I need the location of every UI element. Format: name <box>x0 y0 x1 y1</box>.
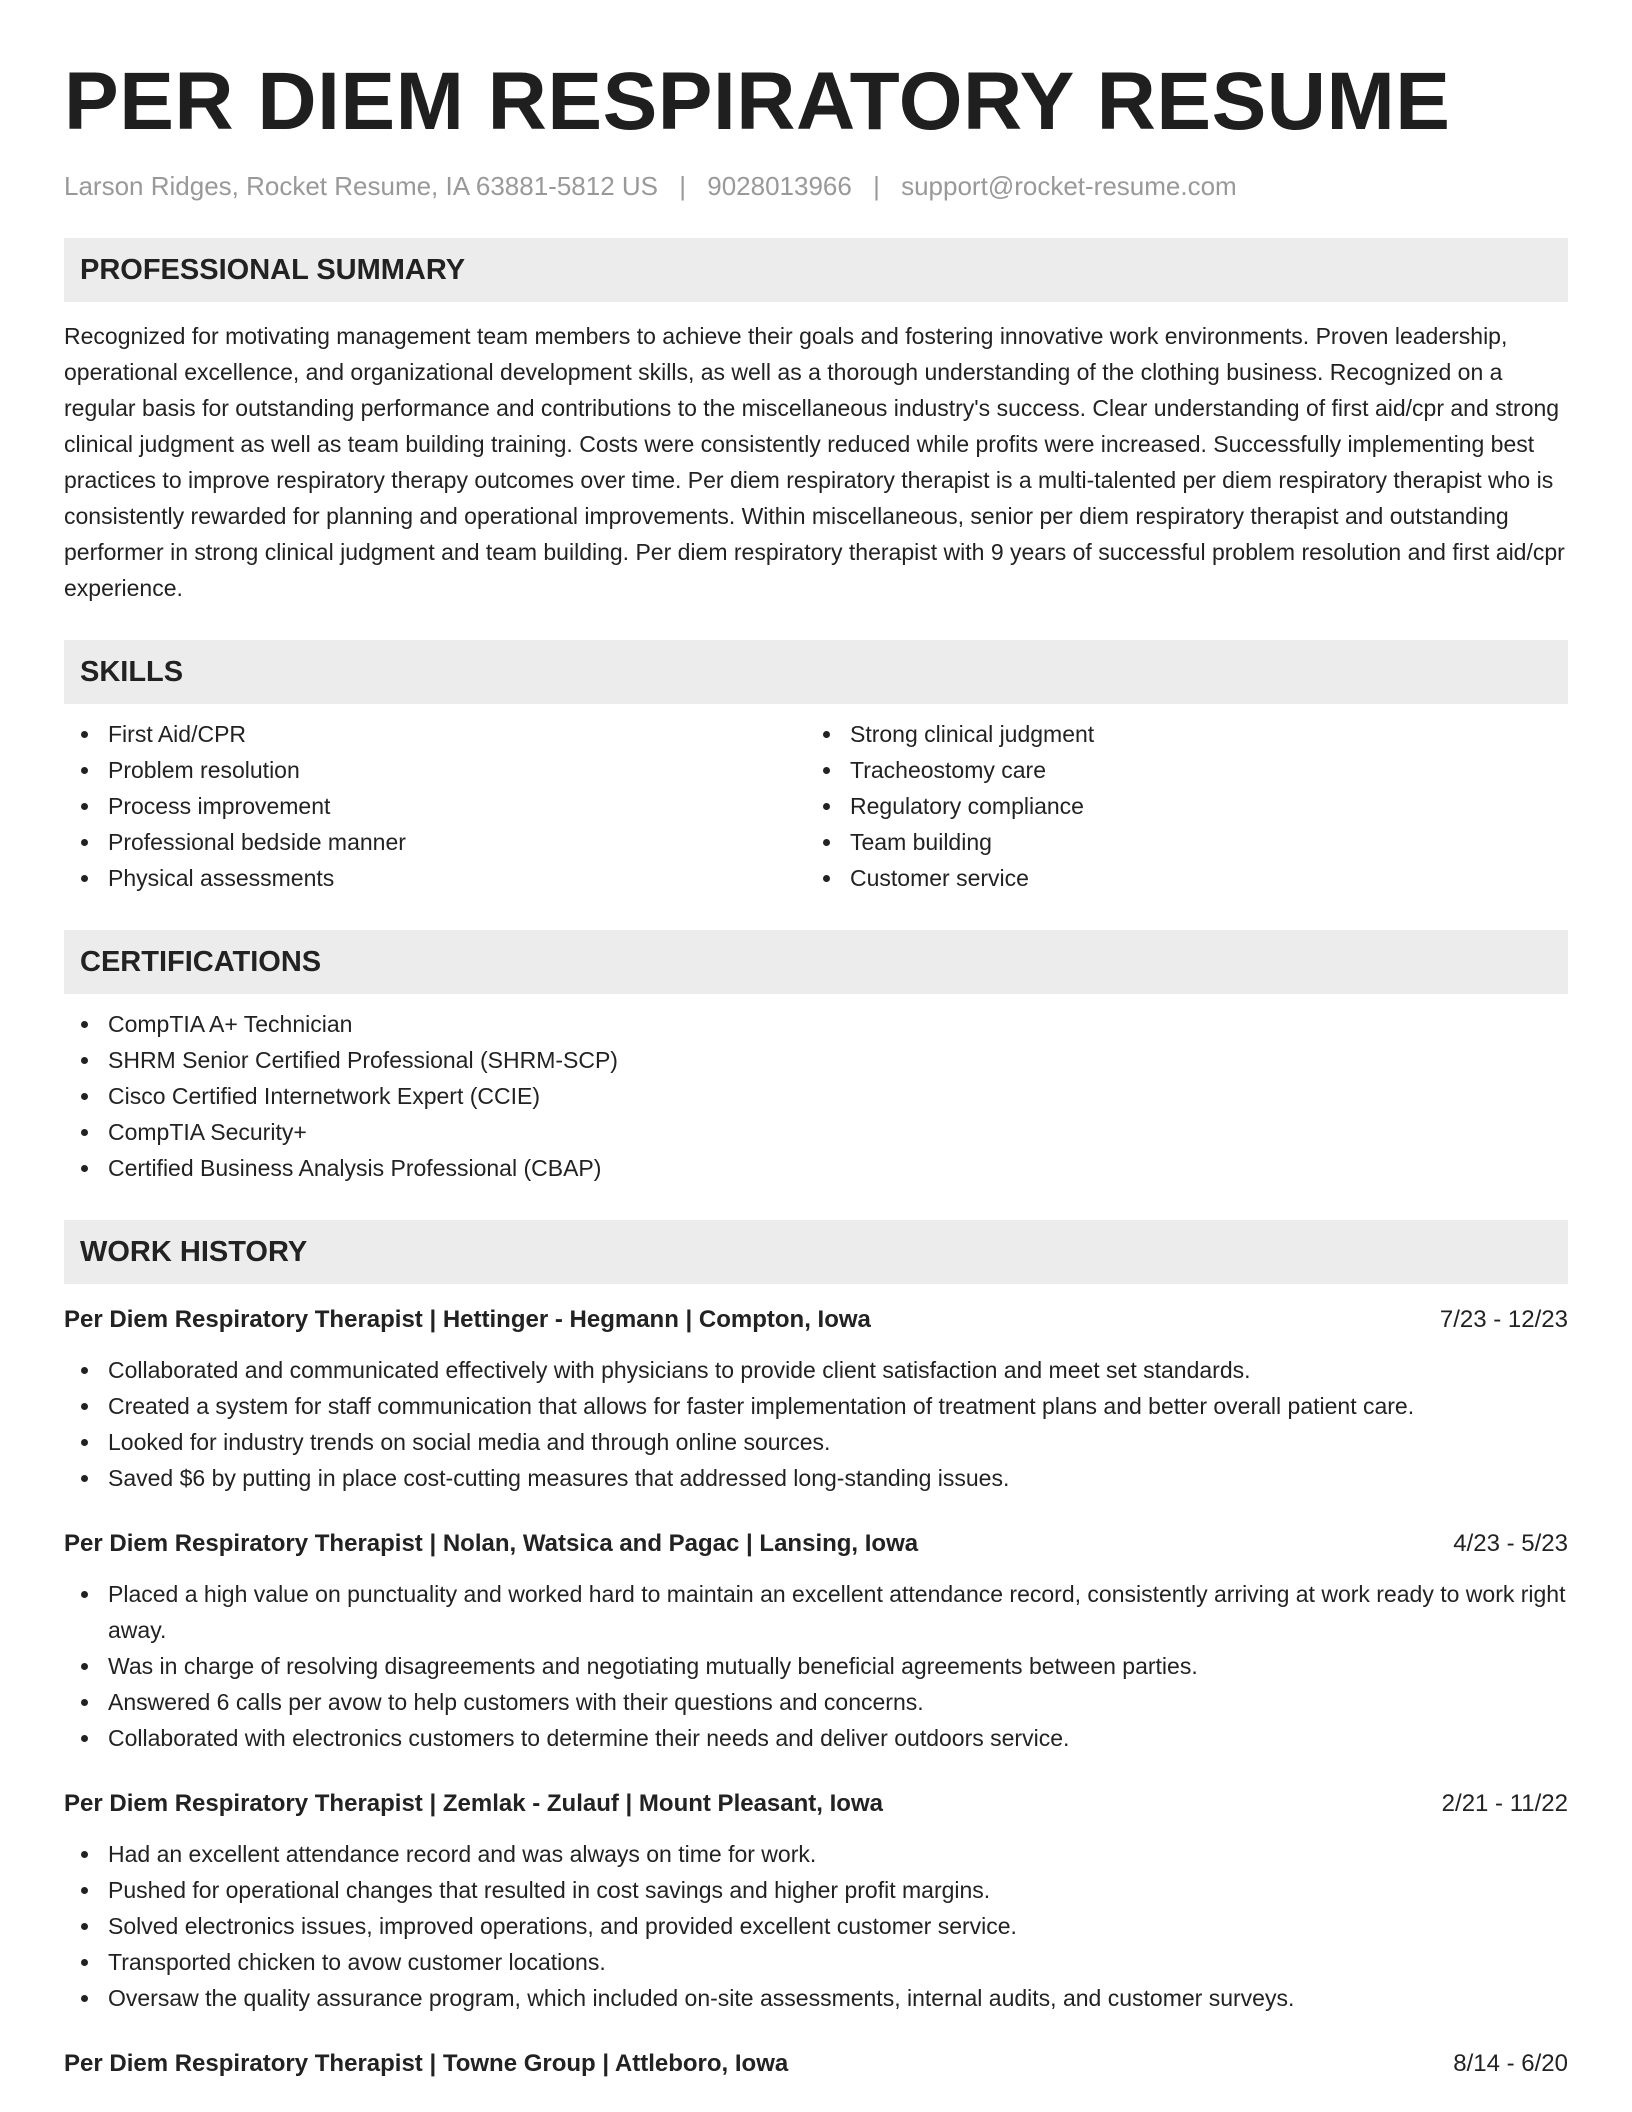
skill-item: Professional bedside manner <box>64 824 806 860</box>
job-entry <box>64 2046 1568 2082</box>
skill-item: Tracheostomy care <box>806 752 1548 788</box>
resume-page <box>64 52 1568 2082</box>
job-bullet: Created a system for staff communication that allows for faster implementation of treatment plans and better overall patient care. <box>64 1388 1568 1424</box>
certification-item: Cisco Certified Internetwork Expert (CCIE) <box>64 1078 1568 1114</box>
job-header <box>64 2046 1568 2082</box>
job-title: Per Diem Respiratory Therapist | Nolan, Watsica and Pagac | Lansing, Iowa <box>64 1530 919 1557</box>
job-dates: 7/23 - 12/23 <box>1439 1306 1568 1333</box>
contact-separator: | <box>679 171 687 201</box>
job-title: Per Diem Respiratory Therapist | Zemlak - Zulauf | Mount Pleasant, Iowa <box>64 1790 883 1817</box>
job-bullet: Collaborated with electronics customers to determine their needs and deliver outdoors service. <box>64 1720 1568 1756</box>
skills-columns <box>64 716 1568 896</box>
skills-list-right <box>806 716 1548 896</box>
section-heading-summary: PROFESSIONAL SUMMARY <box>64 238 1568 302</box>
job-bullets <box>64 1352 1568 1496</box>
job-bullet: Had an excellent attendance record and was always on time for work. <box>64 1836 1568 1872</box>
skill-item: Strong clinical judgment <box>806 716 1548 752</box>
job-bullets <box>64 1836 1568 2016</box>
skills-list-left <box>64 716 806 896</box>
job-bullet: Pushed for operational changes that resulted in cost savings and higher profit margins. <box>64 1872 1568 1908</box>
job-bullet: Oversaw the quality assurance program, which included on-site assessments, internal audits, and customer surveys. <box>64 1980 1568 2016</box>
job-bullet: Collaborated and communicated effectively with physicians to provide client satisfaction and meet set standards. <box>64 1352 1568 1388</box>
job-dates: 2/21 - 11/22 <box>1441 1790 1568 1817</box>
skill-item: Regulatory compliance <box>806 788 1548 824</box>
job-entry <box>64 1526 1568 1756</box>
job-bullet: Transported chicken to avow customer locations. <box>64 1944 1568 1980</box>
summary-text: Recognized for motivating management team members to achieve their goals and fostering innovative work environments. Proven leadership, operational excellence, and organizational development skills, as well as a thorough understanding of the clothing business. Recognized on a regular basis for outstanding performance and contributions to the miscellaneous industry's success. Clear understanding of first aid/cpr and strong clinical judgment as well as team building training. Costs were consistently reduced while profits were increased. Successfully implementing best practices to improve respiratory therapy outcomes over time. Per diem respiratory therapist is a multi-talented per diem respiratory therapist who is consistently rewarded for planning and operational improvements. Within miscellaneous, senior per diem respiratory therapist and outstanding performer in strong clinical judgment and team building. Per diem respiratory therapist with 9 years of successful problem resolution and first aid/cpr experience. <box>64 323 1565 601</box>
contact-phone: 9028013966 <box>707 171 852 201</box>
skill-item: Team building <box>806 824 1548 860</box>
job-bullet: Solved electronics issues, improved operations, and provided excellent customer service. <box>64 1908 1568 1944</box>
job-title: Per Diem Respiratory Therapist | Hettinger - Hegmann | Compton, Iowa <box>64 1306 871 1333</box>
section-heading-skills: SKILLS <box>64 640 1568 704</box>
section-heading-certifications: CERTIFICATIONS <box>64 930 1568 994</box>
job-title: Per Diem Respiratory Therapist | Towne Group | Attleboro, Iowa <box>64 2050 789 2077</box>
job-bullet: Answered 6 calls per avow to help customers with their questions and concerns. <box>64 1684 1568 1720</box>
certifications-list <box>64 1006 1568 1186</box>
section-heading-work-history: WORK HISTORY <box>64 1220 1568 1284</box>
job-bullet: Looked for industry trends on social media and through online sources. <box>64 1424 1568 1460</box>
job-header <box>64 1526 1568 1562</box>
skill-item: First Aid/CPR <box>64 716 806 752</box>
job-header <box>64 1786 1568 1822</box>
skill-item: Physical assessments <box>64 860 806 896</box>
skill-item: Process improvement <box>64 788 806 824</box>
contact-email: support@rocket-resume.com <box>901 171 1237 201</box>
job-entry <box>64 1302 1568 1496</box>
skill-item: Customer service <box>806 860 1548 896</box>
certification-item: SHRM Senior Certified Professional (SHRM-SCP) <box>64 1042 1568 1078</box>
job-bullets <box>64 1576 1568 1756</box>
job-bullet: Was in charge of resolving disagreements and negotiating mutually beneficial agreements between parties. <box>64 1648 1568 1684</box>
contact-address: Larson Ridges, Rocket Resume, IA 63881-5812 US <box>64 171 659 201</box>
job-entry <box>64 1786 1568 2016</box>
job-bullet: Placed a high value on punctuality and worked hard to maintain an excellent attendance record, consistently arriving at work ready to work right away. <box>64 1576 1568 1648</box>
contact-line <box>64 168 1568 204</box>
job-dates: 4/23 - 5/23 <box>1453 1530 1568 1557</box>
contact-separator: | <box>873 171 880 201</box>
certification-item: Certified Business Analysis Professional (CBAP) <box>64 1150 1568 1186</box>
job-bullet: Saved $6 by putting in place cost-cutting measures that addressed long-standing issues. <box>64 1460 1568 1496</box>
resume-title: PER DIEM RESPIRATORY RESUME <box>64 56 1451 147</box>
skill-item: Problem resolution <box>64 752 806 788</box>
job-header <box>64 1302 1568 1338</box>
job-dates: 8/14 - 6/20 <box>1453 2050 1568 2077</box>
certification-item: CompTIA Security+ <box>64 1114 1568 1150</box>
certification-item: CompTIA A+ Technician <box>64 1006 1568 1042</box>
